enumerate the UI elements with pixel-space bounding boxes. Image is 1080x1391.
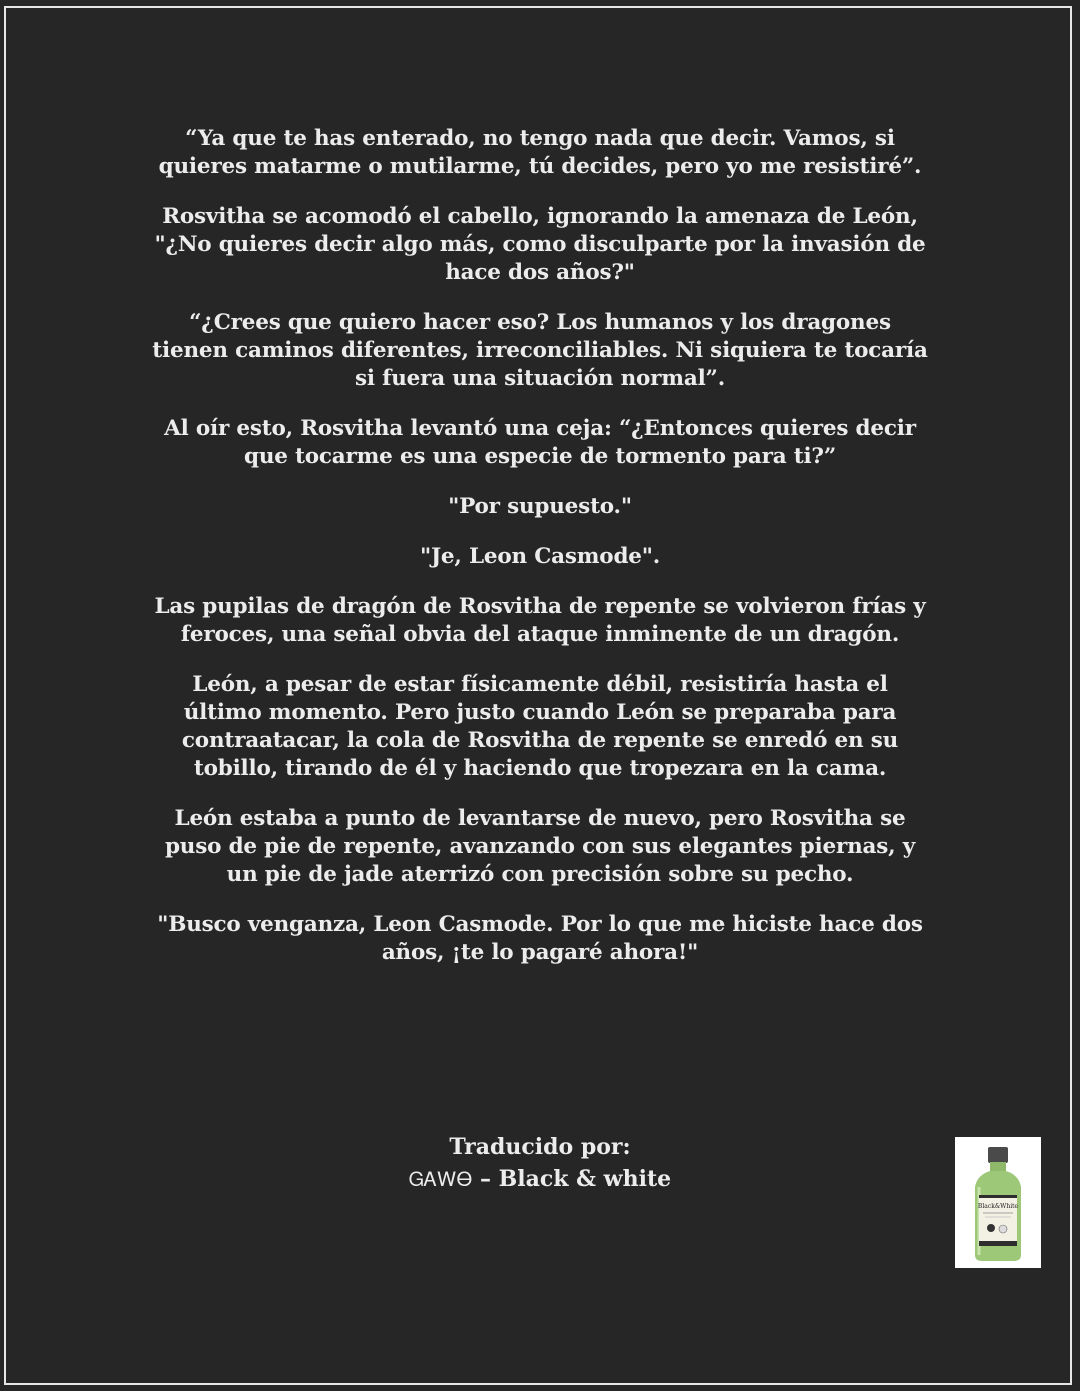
paragraph-8: León, a pesar de estar físicamente débil, resistiría hasta el último momento. Pero justo cuando León se preparaba para contraatacar, la cola de Rosvitha de repente se enredó en su tobillo, tirando de él y haciendo que tropezara en la cama. xyxy=(181,672,899,781)
paragraph-5: "Por supuesto." xyxy=(448,494,632,519)
bottle-image xyxy=(955,1137,1041,1268)
paragraph-9: León estaba a punto de levantarse de nuevo, pero Rosvitha se puso de pie de repente, avanzando con sus elegantes piernas, y un pie de jade aterrizó con precisión sobre su pecho. xyxy=(164,806,916,887)
credits-label: Traducido por: xyxy=(449,1134,631,1160)
paragraph-3: “¿Crees que quiero hacer eso? Los humanos y los dragones tienen caminos diferentes, irreconciliables. Ni siquiera te tocaría si fuera una situación normal”. xyxy=(152,310,928,391)
credits-separator: – xyxy=(472,1166,499,1192)
translator-name: ᏀᎪᎳᎾ xyxy=(408,1167,473,1191)
paragraph-4: Al oír esto, Rosvitha levantó una ceja: “¿Entonces quieres decir que tocarme es una especie de tormento para ti?” xyxy=(164,416,916,469)
bottle-label-text: Black&White xyxy=(977,1203,1019,1210)
group-name: Black & white xyxy=(498,1166,672,1192)
paragraph-7: Las pupilas de dragón de Rosvitha de repente se volvieron frías y feroces, una señal obvia del ataque inminente de un dragón. xyxy=(154,594,926,647)
translator-credits xyxy=(150,1131,930,1195)
paragraph-1: “Ya que te has enterado, no tengo nada que decir. Vamos, si quieres matarme o mutilarme, tú decides, pero yo me resistiré”. xyxy=(158,126,922,179)
credits-line xyxy=(150,1163,930,1195)
paragraph-6: "Je, Leon Casmode". xyxy=(419,544,661,569)
paragraph-2: Rosvitha se acomodó el cabello, ignorando la amenaza de León, "¿No quieres decir algo más, como disculparte por la invasión de hace dos años?" xyxy=(154,204,926,285)
whisky-bottle-icon xyxy=(955,1137,1041,1268)
paragraph-10: "Busco venganza, Leon Casmode. Por lo que me hiciste hace dos años, ¡te lo pagaré ahora!" xyxy=(157,912,923,965)
story-text xyxy=(150,125,930,989)
